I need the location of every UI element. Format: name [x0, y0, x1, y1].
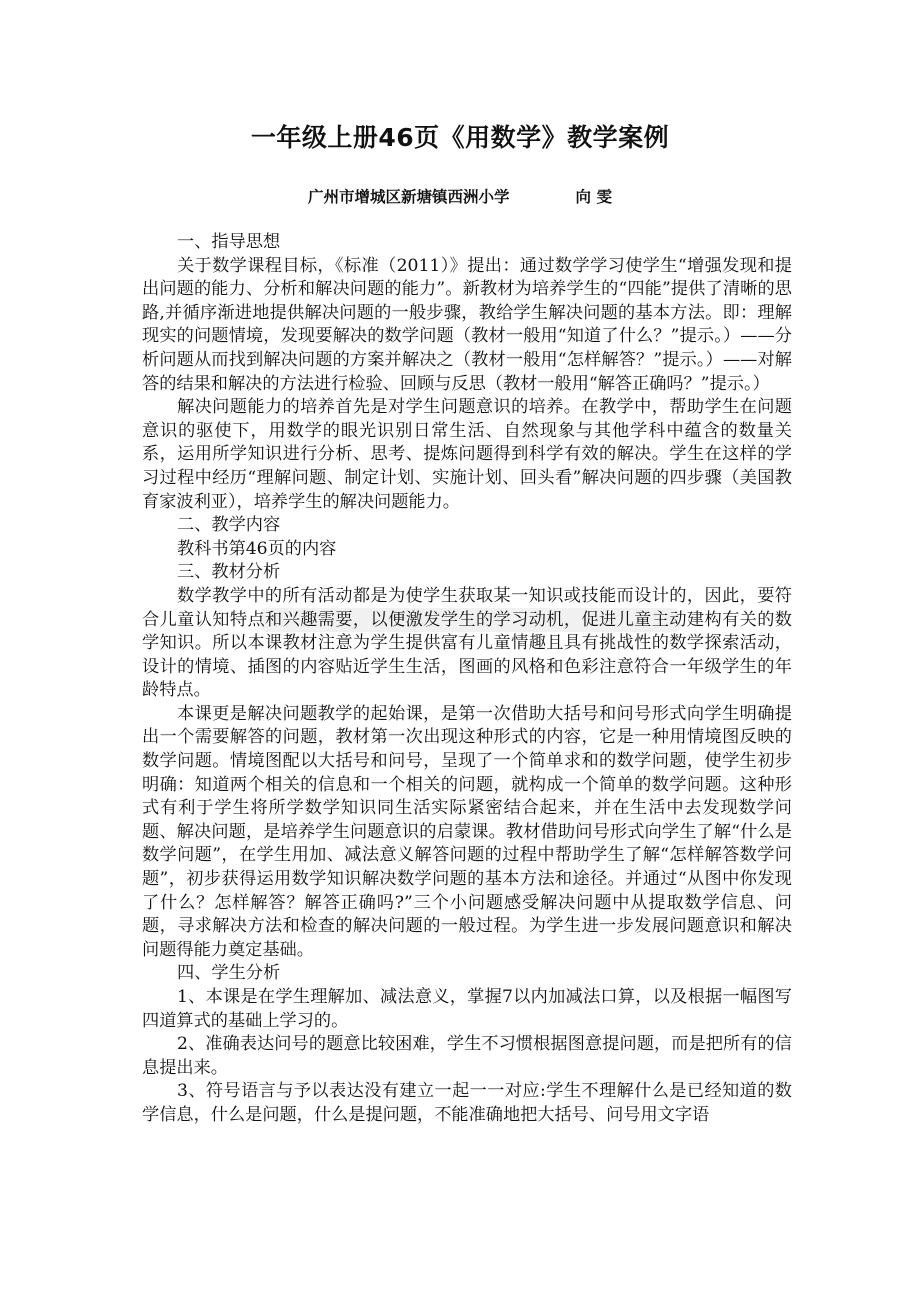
document-body: [142, 231, 792, 1128]
list-item: 1、本课是在学生理解加、减法意义，掌握7以内加减法口算，以及根据一幅图写四道算式的基础上学习的。: [142, 987, 792, 1031]
author-name: 向 雯: [575, 188, 612, 206]
section-heading: 二、教学内容: [177, 515, 281, 536]
section-heading: 四、学生分析: [177, 963, 281, 984]
author-line: [0, 185, 920, 207]
list-item: 3、符号语言与予以表达没有建立一起一一对应:学生不理解什么是已经知道的数学信息，什么是问题，什么是提问题，不能准确地把大括号、问号用文字语: [142, 1081, 792, 1125]
paragraph: 本课更是解决问题教学的起始课，是第一次借助大括号和问号形式向学生明确提出一个需要解答的问题，教材第一次出现这种形式的内容，它是一种用情境图反映的数学问题。情境图配以大括号和问号，呈现了一个简单求和的数学问题，使学生初步明确：知道两个相关的信息和一个相关的问题，就构成一个简单的数学问题。这种形式有利于学生将所学数学知识同生活实际紧密结合起来，并在生活中去发现数学问题、解决问题，是培养学生问题意识的启蒙课。教材借助问号形式向学生了解“什么是数学问题”，在学生用加、减法意义解答问题的过程中帮助学生了解“怎样解答数学问题”，初步获得运用数学知识解决数学问题的基本方法和途径。并通过“从图中你发现了什么？怎样解答？解答正确吗?”三个小问题感受解决问题中从提取数学信息、问题，寻求解决方法和检查的解决问题的一般过程。为学生进一步发展问题意识和解决问题得能力奠定基础。: [142, 703, 792, 960]
paragraph: 关于数学课程目标，《标准（2011）》提出：通过数学学习使学生“增强发现和提出问题的能力、分析和解决问题的能力”。新教材为培养学生的“四能”提供了清晰的思路,并循序渐进地提供解决问题的一般步骤，教给学生解决问题的基本方法。即：理解现实的问题情境，发现要解决的数学问题（教材一般用“知道了什么？”提示。）——分析问题从而找到解决问题的方案并解决之（教材一般用“怎样解答？”提示。）——对解答的结果和解决的方法进行检验、回顾与反思（教材一般用“解答正确吗？”提示。）: [142, 255, 792, 394]
section-heading: 三、教材分析: [177, 562, 281, 583]
paragraph: 数学教学中的所有活动都是为使学生获取某一知识或技能而设计的，因此，要符合儿童认知特点和兴趣需要，以便激发学生的学习动机，促进儿童主动建构有关的数学知识。所以本课教材注意为学生提供富有儿童情趣且具有挑战性的数学探索活动，设计的情境、插图的内容贴近学生生活，图画的风格和色彩注意符合一年级学生的年龄特点。: [142, 585, 792, 701]
paragraph: 解决问题能力的培养首先是对学生问题意识的培养。在教学中，帮助学生在问题意识的驱使下，用数学的眼光识别日常生活、自然现象与其他学科中蕴含的数量关系，运用所学知识进行分析、思考、提炼问题得到科学有效的解决。学生在这样的学习过程中经历“理解问题、制定计划、实施计划、回头看”解决问题的四步骤（美国教育家波利亚），培养学生的解决问题能力。: [142, 397, 792, 512]
section-heading: 一、指导思想: [177, 232, 281, 252]
document-title: 一年级上册46页《用数学》教学案例: [250, 123, 670, 152]
school-name: 广州市增城区新塘镇西洲小学: [308, 188, 510, 206]
paragraph: 教科书第46页的内容: [177, 538, 337, 559]
list-item: 2、准确表达问号的题意比较困难，学生不习惯根据图意提问题，而是把所有的信息提出来。: [142, 1034, 792, 1078]
